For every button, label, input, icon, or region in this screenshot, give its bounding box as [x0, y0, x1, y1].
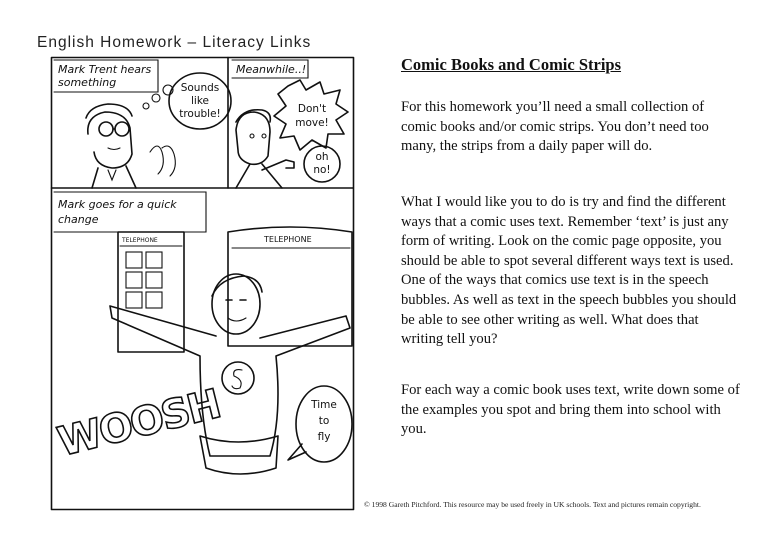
article-title: Comic Books and Comic Strips — [401, 55, 622, 74]
policeman-figure — [236, 110, 294, 188]
article-paragraph-2: What I would like you to do is try and find the different ways that a comic uses text. Remember ‘text’ is just any form of writing. Look on the comic page opposite, you should be able to spot several different ways text is used. One of the ways that comics use text is in the speech bubbles. As well as text in the speech bubbles you should be able to see other writing as well. What does that writing tell you? — [401, 194, 737, 348]
article-paragraph-3: For each way a comic book uses text, write down some of the examples you spot and bring them into school with you. — [401, 382, 740, 438]
bubble-dont-move — [274, 80, 348, 150]
bubble-sounds-like-trouble — [169, 73, 231, 129]
caption-panel3-line2: change — [58, 213, 99, 226]
sound-effect-woosh — [53, 381, 224, 465]
svg-text:Time: Time — [311, 399, 337, 411]
comic-illustration — [50, 56, 355, 511]
svg-text:no!: no! — [313, 164, 331, 176]
svg-text:TELEPHONE: TELEPHONE — [264, 235, 312, 244]
caption-panel1-line1: Mark Trent hears — [58, 63, 152, 76]
caption-box-panel2 — [232, 60, 308, 78]
article-paragraph-1: For this homework you’ll need a small collection of comic books and/or comic strips. You don’t need too many, the strips from a daily paper will do. — [401, 99, 709, 155]
bubble-oh-no — [304, 146, 340, 182]
svg-text:Don't: Don't — [297, 103, 327, 115]
svg-text:TELEPHONE: TELEPHONE — [122, 237, 158, 244]
caption-box-panel3 — [54, 192, 206, 232]
svg-text:WOOSH: WOOSH — [53, 381, 224, 466]
bubble-time-to-fly — [288, 386, 352, 462]
page-header: English Homework – Literacy Links — [37, 34, 312, 51]
svg-text:to: to — [318, 415, 330, 427]
caption-panel2: Meanwhile..! — [236, 63, 307, 76]
caption-panel1-line2: something — [58, 76, 117, 89]
copyright-footer: © 1998 Gareth Pitchford. This resource may be used freely in UK schools. Text and pictures remain copyright. — [364, 500, 701, 509]
svg-text:oh: oh — [315, 151, 329, 163]
mark-trent-figure — [86, 104, 136, 188]
motion-lines — [150, 146, 175, 176]
caption-panel3-line1: Mark goes for a quick — [58, 198, 177, 211]
svg-text:Sounds: Sounds — [180, 82, 220, 94]
svg-text:fly: fly — [317, 431, 331, 443]
svg-text:trouble!: trouble! — [179, 108, 221, 120]
caption-box-panel1 — [54, 60, 158, 92]
svg-text:like: like — [190, 95, 210, 107]
svg-text:move!: move! — [295, 117, 329, 129]
telephone-box-large — [228, 227, 352, 346]
